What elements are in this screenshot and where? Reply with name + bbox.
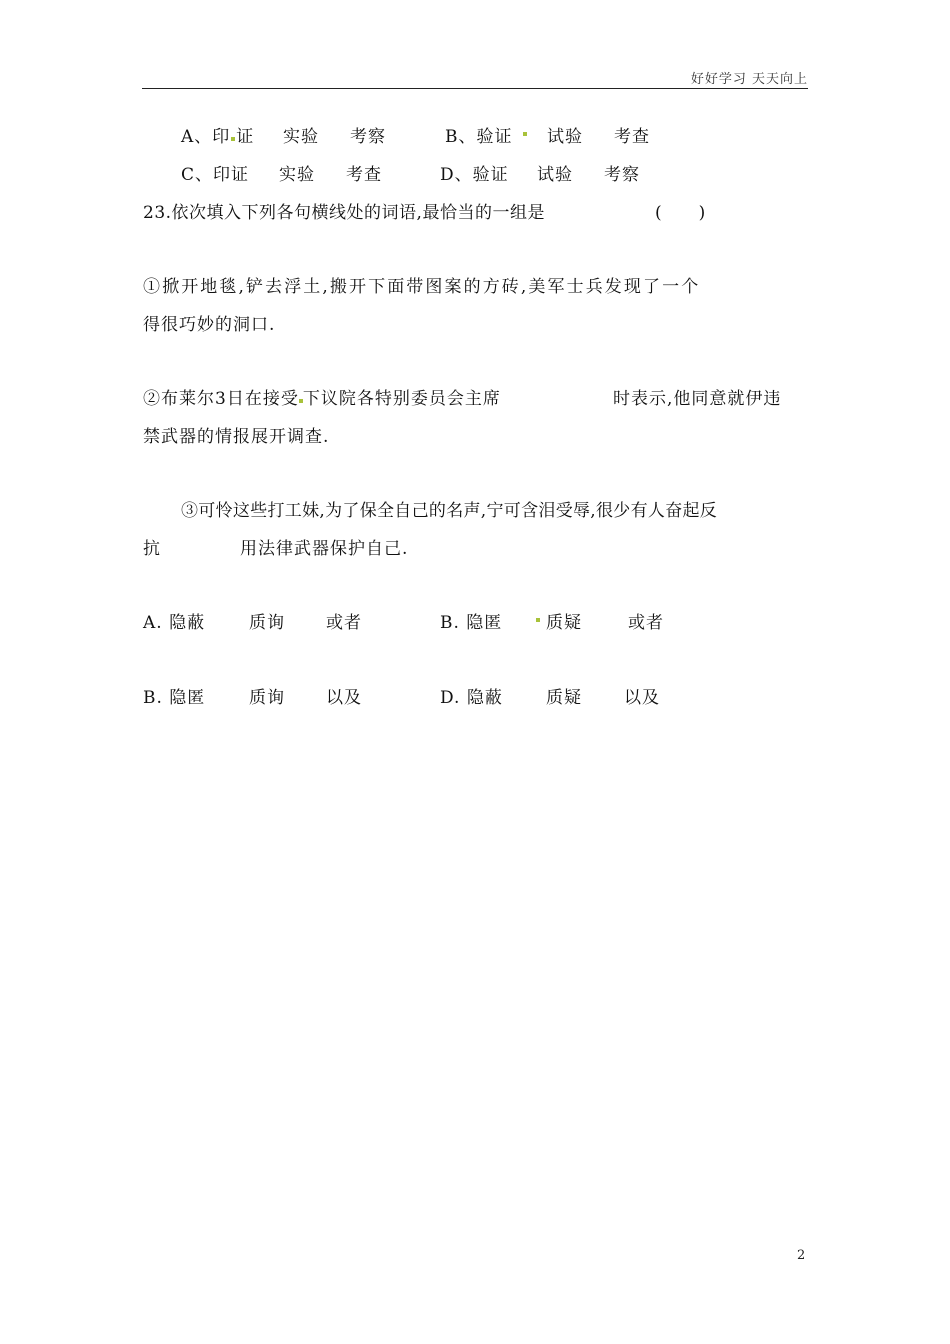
q23-sentence2-line1 xyxy=(143,384,501,409)
q23-stem: 23.依次填入下列各句横线处的词语,最恰当的一组是 xyxy=(143,203,545,223)
highlight-dot-mark xyxy=(536,618,540,622)
page-header: 好好学习 天天向上 xyxy=(690,72,808,87)
q22-option-a-word2: 实验 xyxy=(283,127,319,147)
page-number: 2 xyxy=(797,1248,806,1263)
highlight-dot-mark xyxy=(523,132,527,136)
q22-option-d-word3: 考察 xyxy=(604,165,640,185)
q22-option-a-word3: 考察 xyxy=(350,127,386,147)
q22-option-b: B、验证 xyxy=(445,127,513,147)
q22-option-c-word3: 考查 xyxy=(346,165,382,185)
q23-option-d: D. 隐蔽 xyxy=(440,688,503,708)
q22-option-a xyxy=(181,122,254,147)
highlight-dot xyxy=(522,122,528,142)
q23-option-b1-word2: 质疑 xyxy=(546,613,582,633)
q22-option-a-label: A、印 xyxy=(181,127,231,147)
q23-sentence2-part-c: 时表示,他同意就伊违 xyxy=(613,389,782,409)
q23-sentence1-line1: ①掀开地毯,铲去浮土,搬开下面带图案的方砖,美军士兵发现了一个 xyxy=(143,277,701,297)
q23-option-b1-word3: 或者 xyxy=(628,613,664,633)
q23-sentence3-line1: ③可怜这些打工妹,为了保全自己的名声,宁可含泪受辱,很少有人奋起反 xyxy=(181,501,718,521)
q23-option-a: A. 隐蔽 xyxy=(143,613,206,633)
q22-option-a-rest: 证 xyxy=(236,127,255,147)
q23-option-b2-word3: 以及 xyxy=(326,688,362,708)
q22-option-c-word2: 实验 xyxy=(279,165,315,185)
q23-option-d-word3: 以及 xyxy=(624,688,660,708)
q22-option-b-word3: 考查 xyxy=(614,127,650,147)
q23-sentence1-line2: 得很巧妙的洞口. xyxy=(143,315,276,335)
q22-option-b-word2: 试验 xyxy=(547,127,583,147)
q22-option-d: D、验证 xyxy=(440,165,509,185)
q23-sentence3-part-a: 抗 xyxy=(143,539,161,559)
q23-option-a-word3: 或者 xyxy=(326,613,362,633)
q23-option-a-word2: 质询 xyxy=(249,613,285,633)
q23-sentence2-part-b: 下议院各特别委员会主席 xyxy=(302,389,501,409)
q23-option-b2-word2: 质询 xyxy=(249,688,285,708)
q22-option-d-word2: 试验 xyxy=(537,165,573,185)
q23-sentence2-line2: 禁武器的情报展开调查. xyxy=(143,427,330,447)
highlight-dot xyxy=(231,137,235,141)
q23-option-b2: B. 隐匿 xyxy=(143,688,206,708)
highlight-dot xyxy=(535,608,541,628)
q23-sentence2-part-a: ②布莱尔3日在接受 xyxy=(143,389,299,409)
q23-option-b1: B. 隐匿 xyxy=(440,613,503,633)
q23-option-d-word2: 质疑 xyxy=(546,688,582,708)
q23-answer-paren: ( ) xyxy=(655,203,707,223)
q22-option-c: C、印证 xyxy=(181,165,250,185)
header-rule xyxy=(142,88,808,89)
q23-sentence3-part-b: 用法律武器保护自己. xyxy=(240,539,409,559)
